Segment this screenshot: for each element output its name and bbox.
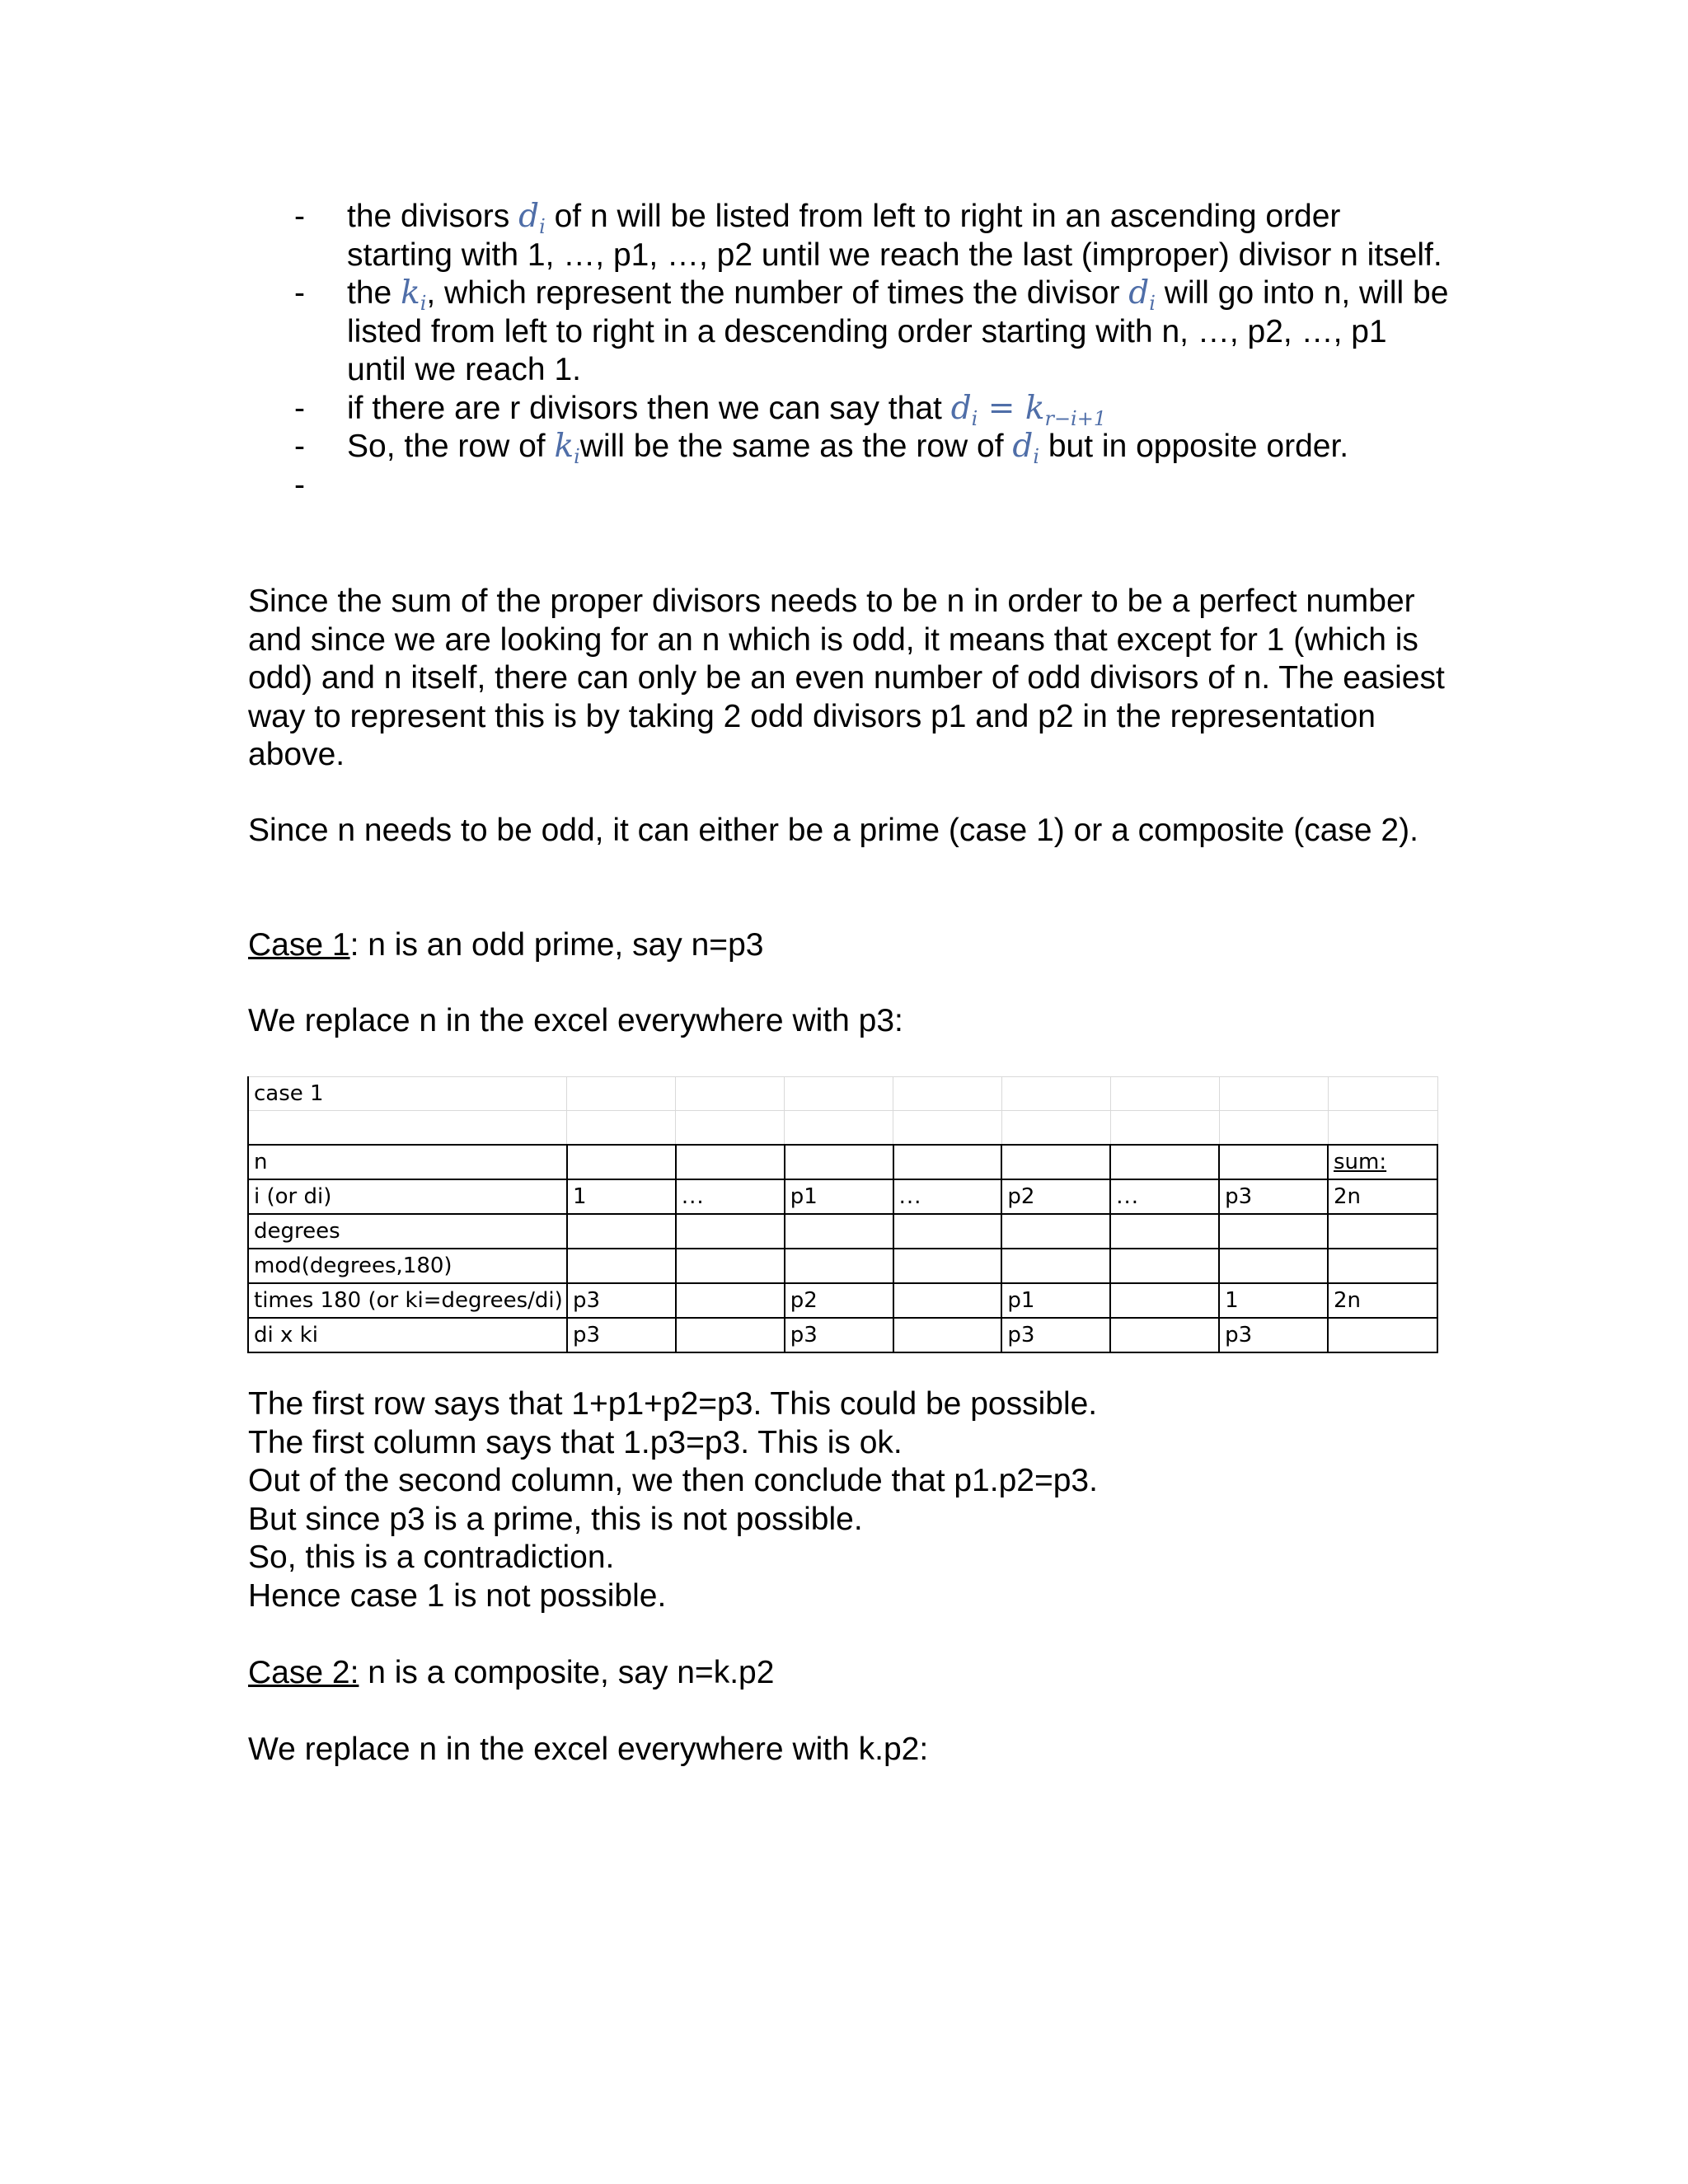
reasoning-line: Hence case 1 is not possible. xyxy=(248,1577,667,1614)
bullet-dash: - xyxy=(294,466,305,503)
bullet-item xyxy=(0,428,1688,466)
sheet-cell[interactable] xyxy=(1110,1249,1219,1283)
sheet-cell[interactable] xyxy=(567,1145,676,1179)
bullet-dash: - xyxy=(294,429,305,464)
sheet-cell[interactable] xyxy=(785,1249,893,1283)
case1-heading xyxy=(248,926,1451,965)
sheet-cell[interactable]: p3 xyxy=(785,1318,893,1352)
sheet-cell[interactable] xyxy=(1110,1283,1219,1318)
sheet-cell[interactable]: p3 xyxy=(567,1318,676,1352)
case1-reasoning xyxy=(248,1385,1451,1615)
bullet-text-run: the xyxy=(347,275,401,311)
sheet-cell[interactable] xyxy=(1001,1214,1110,1249)
math-rhs: k xyxy=(1025,389,1045,427)
math-subscript: r−i+1 xyxy=(1044,406,1107,430)
bullet-text-run: if there are r divisors then we can say that xyxy=(347,390,951,426)
bullet-dash: - xyxy=(294,275,305,311)
bullet-text xyxy=(347,428,1451,466)
bullet-text-run: but in opposite order. xyxy=(1039,429,1349,464)
bullet-item xyxy=(0,274,1688,390)
bullet-item xyxy=(0,198,1688,274)
sheet-cell[interactable] xyxy=(1219,1145,1328,1179)
paragraph-odd-cases: Since n needs to be odd, it can either be a prime (case 1) or a composite (case 2). xyxy=(248,813,1418,848)
math-equals: = xyxy=(978,389,1025,427)
case2-intro: We replace n in the excel everywhere with k.p2: xyxy=(248,1732,929,1767)
sheet-cell[interactable] xyxy=(567,1249,676,1283)
reasoning-line: So, this is a contradiction. xyxy=(248,1540,615,1575)
sheet-cell[interactable] xyxy=(1110,1145,1219,1179)
sheet-cell[interactable]: p3 xyxy=(1219,1318,1328,1352)
sheet-cell[interactable]: p3 xyxy=(567,1283,676,1318)
math-equation xyxy=(950,389,1107,430)
sheet-cell[interactable] xyxy=(1328,1318,1437,1352)
bullet-item xyxy=(0,466,1688,505)
sheet-cell[interactable]: sum: xyxy=(1328,1145,1437,1179)
bullet-text xyxy=(347,274,1451,390)
sheet-row-label[interactable]: degrees xyxy=(248,1214,567,1249)
math-k-sub-i xyxy=(401,274,427,315)
sheet-cell[interactable] xyxy=(1219,1214,1328,1249)
math-subscript: i xyxy=(574,445,580,468)
sheet-cell[interactable] xyxy=(1001,1145,1110,1179)
math-symbol: d xyxy=(518,198,540,235)
sheet-cell[interactable] xyxy=(893,1145,1002,1179)
bullet-text-run: of n will be listed from left to right in an ascending order starting with 1, …, p1, …, p2 until we reach the last (improper) divisor n itself. xyxy=(347,199,1442,273)
bullet-text-run: will go into n, will be listed from left to right in a descending order starting with n, …, p2, …, p1 until we reach 1. xyxy=(347,275,1449,387)
sheet-row xyxy=(248,1318,1437,1352)
sheet-title: case 1 xyxy=(248,1077,567,1111)
sheet-cell[interactable] xyxy=(1328,1249,1437,1283)
reasoning-line: Out of the second column, we then conclude that p1.p2=p3. xyxy=(248,1463,1098,1498)
sheet-row-label[interactable]: di x ki xyxy=(248,1318,567,1352)
paragraph-perfect-number: Since the sum of the proper divisors needs to be n in order to be a perfect number and since we are looking for an n which is odd, it means that except for 1 (which is odd) and n itself, there can only be an even number of odd divisors of n. The easiest way to represent this is by taking 2 odd divisors p1 and p2 in the representation above. xyxy=(248,583,1445,772)
sheet-row-label[interactable]: n xyxy=(248,1145,567,1179)
sheet-cell[interactable]: p3 xyxy=(1219,1179,1328,1214)
case1-label: Case 1 xyxy=(248,927,350,963)
sheet-row-label[interactable]: times 180 (or ki=degrees/di) xyxy=(248,1283,567,1318)
math-subscript: i xyxy=(420,292,427,315)
math-k-sub-i xyxy=(554,428,580,468)
sheet-row xyxy=(248,1145,1437,1179)
sheet-cell[interactable]: p2 xyxy=(785,1283,893,1318)
case2-description: n is a composite, say n=k.p2 xyxy=(359,1655,775,1690)
bullet-text xyxy=(347,390,1451,429)
sheet-cell[interactable]: ... xyxy=(1110,1179,1219,1214)
sheet-cell[interactable]: p1 xyxy=(785,1179,893,1214)
sheet-cell[interactable] xyxy=(676,1318,785,1352)
bullet-text xyxy=(347,198,1451,274)
bullet-list xyxy=(0,198,1688,504)
math-symbol: d xyxy=(1012,428,1034,465)
sheet-cell[interactable] xyxy=(1219,1249,1328,1283)
sheet-cell[interactable] xyxy=(676,1283,785,1318)
math-lhs: d xyxy=(950,389,972,427)
sheet-row xyxy=(248,1214,1437,1249)
sheet-cell[interactable] xyxy=(785,1214,893,1249)
math-d-sub-i xyxy=(1128,274,1156,315)
sheet-cell[interactable] xyxy=(1001,1249,1110,1283)
sheet-row xyxy=(248,1249,1437,1283)
math-d-sub-i xyxy=(518,198,546,238)
sheet-row xyxy=(248,1283,1437,1318)
math-subscript: i xyxy=(1149,292,1156,315)
case2-label: Case 2: xyxy=(248,1655,359,1690)
reasoning-line: The first column says that 1.p3=p3. This is ok. xyxy=(248,1424,903,1460)
sheet-row-label[interactable]: i (or di) xyxy=(248,1179,567,1214)
sheet-cell[interactable] xyxy=(1110,1214,1219,1249)
math-subscript: i xyxy=(971,406,978,430)
sheet-cell[interactable] xyxy=(893,1283,1002,1318)
sheet-cell[interactable]: ... xyxy=(893,1179,1002,1214)
sheet-cell[interactable]: 2n xyxy=(1328,1179,1437,1214)
bullet-item xyxy=(0,390,1688,429)
math-subscript: i xyxy=(1033,445,1040,468)
bullet-text-run: , which represent the number of times the divisor xyxy=(426,275,1129,311)
sheet-cell[interactable]: 1 xyxy=(567,1179,676,1214)
math-subscript: i xyxy=(539,215,546,238)
case1-intro: We replace n in the excel everywhere with p3: xyxy=(248,1003,903,1038)
reasoning-line: But since p3 is a prime, this is not possible. xyxy=(248,1501,863,1537)
sheet-cell[interactable]: 1 xyxy=(1219,1283,1328,1318)
sheet-cell[interactable]: ... xyxy=(676,1179,785,1214)
sheet-cell[interactable]: 2n xyxy=(1328,1283,1437,1318)
math-symbol: d xyxy=(1128,274,1150,312)
bullet-dash: - xyxy=(294,390,305,426)
sheet-cell[interactable] xyxy=(676,1214,785,1249)
sheet-cell[interactable] xyxy=(893,1318,1002,1352)
sheet-cell[interactable] xyxy=(1110,1318,1219,1352)
sheet-cell[interactable] xyxy=(1328,1214,1437,1249)
bullet-text-run: will be the same as the row of xyxy=(579,429,1013,464)
bullet-text-run: the divisors xyxy=(347,199,519,234)
excel-table-case1 xyxy=(247,1076,1438,1347)
case1-description: : n is an odd prime, say n=p3 xyxy=(349,927,764,963)
sheet-cell[interactable]: p2 xyxy=(1001,1179,1110,1214)
sheet-cell[interactable] xyxy=(893,1214,1002,1249)
bullet-dash: - xyxy=(294,199,305,234)
sheet-cell[interactable] xyxy=(676,1145,785,1179)
sheet-row xyxy=(248,1179,1437,1214)
sheet-cell[interactable]: p1 xyxy=(1001,1283,1110,1318)
case2-heading xyxy=(248,1654,1451,1693)
sheet-cell[interactable] xyxy=(567,1214,676,1249)
sheet-cell[interactable] xyxy=(676,1249,785,1283)
sheet-cell[interactable]: p3 xyxy=(1001,1318,1110,1352)
sheet-cell[interactable] xyxy=(893,1249,1002,1283)
math-d-sub-i xyxy=(1012,428,1040,468)
sheet-row-label[interactable]: mod(degrees,180) xyxy=(248,1249,567,1283)
math-symbol: k xyxy=(554,428,574,465)
reasoning-line: The first row says that 1+p1+p2=p3. This could be possible. xyxy=(248,1386,1098,1422)
bullet-text-run: So, the row of xyxy=(347,429,555,464)
sheet-cell[interactable] xyxy=(785,1145,893,1179)
math-symbol: k xyxy=(401,274,420,312)
